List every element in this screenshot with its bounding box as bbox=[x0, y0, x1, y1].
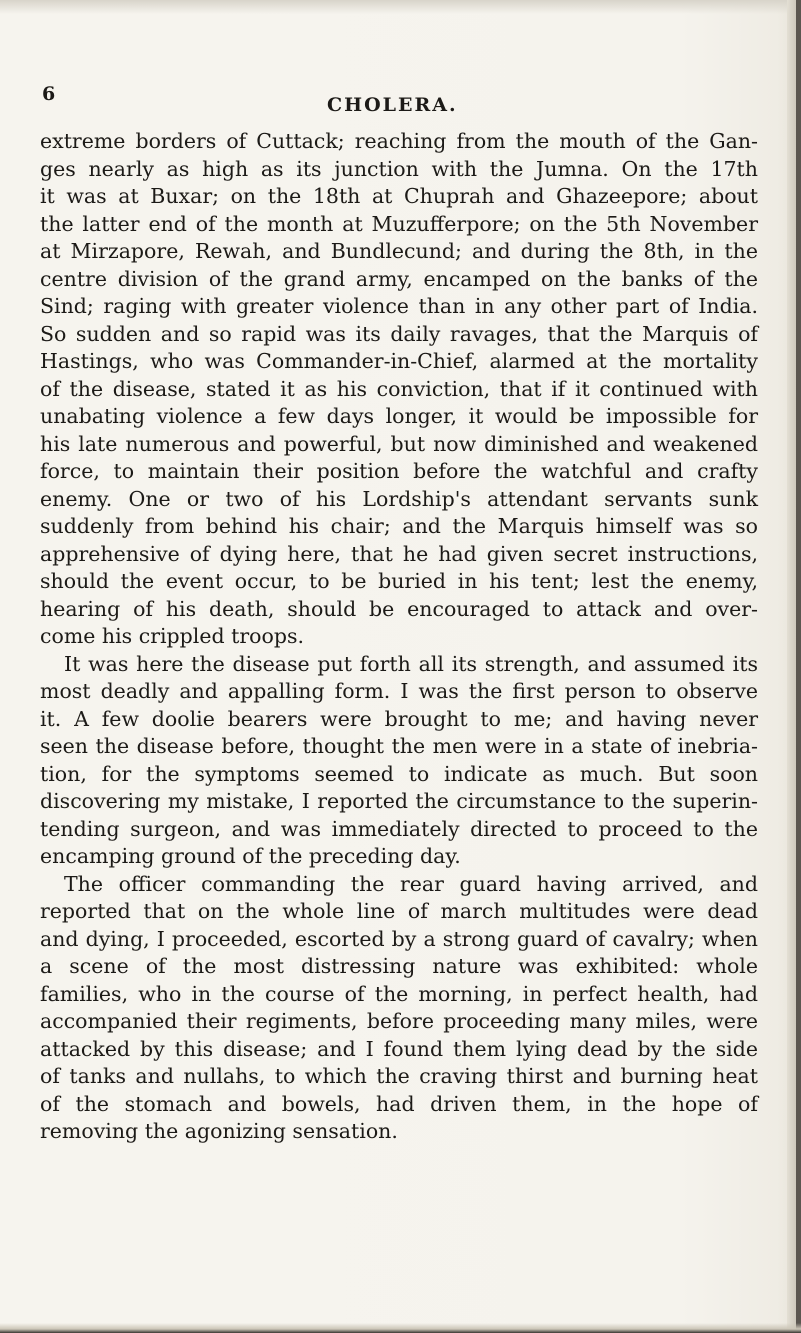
text-line: at Mirzapore, Rewah, and Bundlecund; and during the 8th, in the bbox=[40, 239, 758, 263]
paragraph bbox=[40, 128, 758, 651]
text-line: enemy. One or two of his Lordship's attendant servants sunk bbox=[40, 486, 758, 511]
text-line: reported that on the whole line of march multitudes were dead bbox=[40, 899, 758, 923]
text-line: It was here the disease put forth all its strength, and assumed its bbox=[64, 651, 758, 676]
text-line: most deadly and appalling form. I was the first person to observe bbox=[40, 679, 758, 703]
text-line: the latter end of the month at Muzufferpore; on the 5th November bbox=[40, 211, 758, 236]
text-line: force, to maintain their position before the watchful and crafty bbox=[40, 459, 758, 483]
paragraph bbox=[40, 651, 758, 871]
text-line: families, who in the course of the morning, in perfect health, had bbox=[40, 981, 758, 1006]
text-line: seen the disease before, thought the men were in a state of inebria- bbox=[40, 734, 758, 758]
text-line: attacked by this disease; and I found them lying dead by the side bbox=[40, 1036, 758, 1061]
text-line: centre division of the grand army, encamped on the banks of the bbox=[40, 266, 758, 291]
text-line: suddenly from behind his chair; and the Marquis himself was so bbox=[40, 514, 758, 538]
text-line: apprehensive of dying here, that he had given secret instructions, bbox=[40, 541, 758, 566]
text-line: tending surgeon, and was immediately directed to proceed to the bbox=[40, 816, 758, 841]
text-line: tion, for the symptoms seemed to indicate as much. But soon bbox=[40, 761, 758, 786]
text-line: of the stomach and bowels, had driven them, in the hope of bbox=[40, 1091, 758, 1116]
text-line: So sudden and so rapid was its daily ravages, that the Marquis of bbox=[40, 321, 758, 346]
text-line: Hastings, who was Commander-in-Chief, alarmed at the mortality bbox=[40, 349, 758, 373]
text-line: extreme borders of Cuttack; reaching from the mouth of the Gan- bbox=[40, 129, 758, 153]
paragraph bbox=[40, 871, 758, 1146]
page-top-shadow bbox=[0, 0, 801, 14]
text-line: should the event occur, to be buried in his tent; lest the enemy, bbox=[40, 569, 758, 593]
text-line: Sind; raging with greater violence than in any other part of India. bbox=[40, 294, 758, 318]
text-line: removing the agonizing sensation. bbox=[40, 1119, 398, 1143]
page-number: 6 bbox=[42, 83, 56, 105]
page-bottom-edge bbox=[0, 1323, 801, 1333]
running-head: CHOLERA. bbox=[327, 94, 458, 116]
text-line: hearing of his death, should be encouraged to attack and over- bbox=[40, 596, 758, 621]
text-line: encamping ground of the preceding day. bbox=[40, 844, 461, 868]
text-line: ges nearly as high as its junction with the Jumna. On the 17th bbox=[40, 156, 758, 181]
text-line: a scene of the most distressing nature was exhibited: whole bbox=[40, 954, 758, 978]
text-line: unabating violence a few days longer, it would be impossible for bbox=[40, 404, 758, 428]
text-line: discovering my mistake, I reported the circumstance to the superin- bbox=[40, 789, 758, 813]
page-binding-edge bbox=[796, 0, 801, 1333]
text-line: accompanied their regiments, before proceeding many miles, were bbox=[40, 1009, 758, 1033]
text-line: of tanks and nullahs, to which the craving thirst and burning heat bbox=[40, 1064, 758, 1088]
body-text bbox=[40, 128, 758, 1146]
text-line: and dying, I proceeded, escorted by a strong guard of cavalry; when bbox=[40, 926, 758, 951]
text-line: it. A few doolie bearers were brought to me; and having never bbox=[40, 706, 758, 731]
text-line: of the disease, stated it as his conviction, that if it continued with bbox=[40, 376, 758, 401]
text-line: his late numerous and powerful, but now diminished and weakened bbox=[40, 431, 758, 456]
text-line: come his crippled troops. bbox=[40, 624, 304, 648]
text-line: The officer commanding the rear guard having arrived, and bbox=[64, 871, 758, 896]
text-line: it was at Buxar; on the 18th at Chuprah and Ghazeepore; about bbox=[40, 184, 758, 208]
